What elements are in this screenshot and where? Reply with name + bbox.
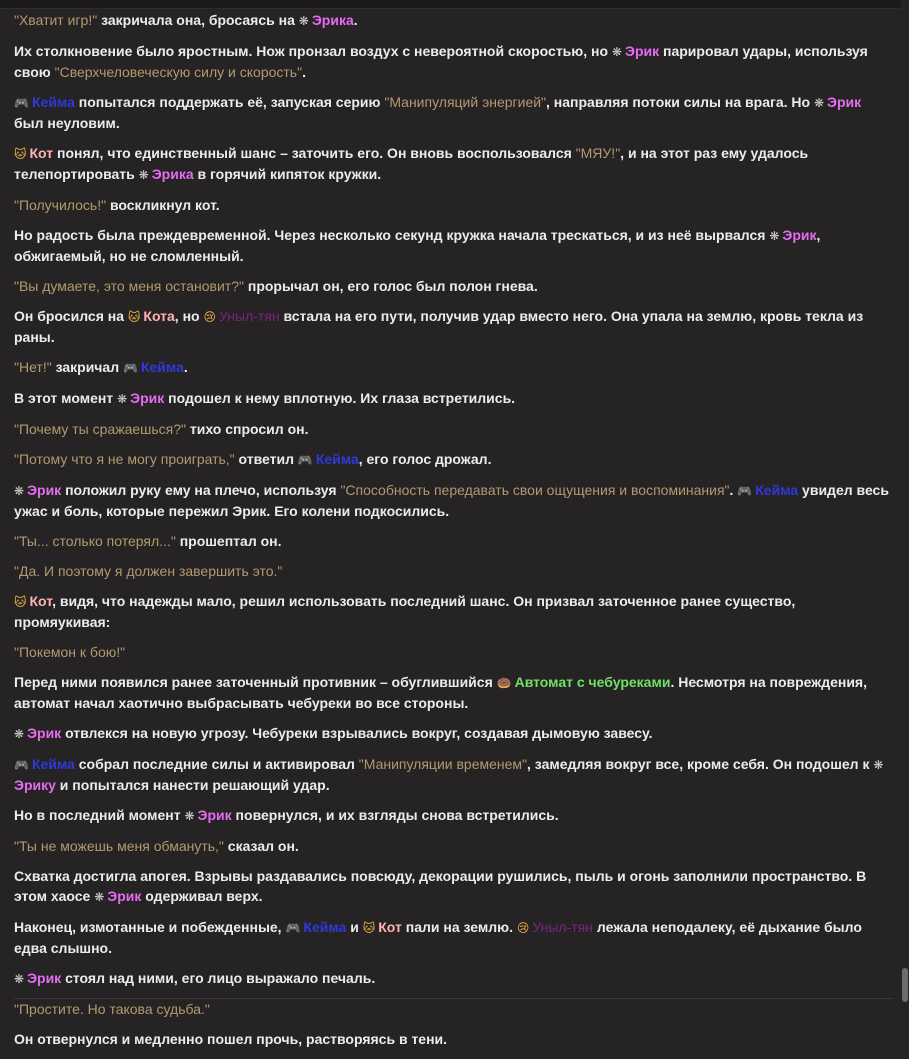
narration-text: воскликнул кот. (106, 197, 220, 213)
character-name: Кейма (755, 482, 799, 498)
narration-text: лежала неподалеку, её дыхание было едва слышно. (14, 919, 862, 956)
erik-snowflake-icon: ❋ (138, 168, 149, 182)
story-paragraph (14, 999, 894, 1019)
narration-text: Но в последний момент (14, 807, 185, 823)
story-paragraph (14, 805, 894, 826)
story-paragraph (14, 723, 894, 744)
quote-text: "Сверхчеловеческую силу и скорость" (54, 64, 303, 80)
narration-text: прорычал он, его голос был полон гнева. (243, 278, 538, 294)
narration-text: , но (174, 308, 204, 324)
erik-snowflake-icon: ❋ (117, 392, 128, 406)
erik-snowflake-icon: ❋ (94, 890, 105, 904)
narration-text: пали на землю. (401, 919, 517, 935)
narration-text: Их столкновение было яростным. Нож пронзал воздух с невероятной скоростью, но (14, 43, 612, 59)
narration-text: . (183, 359, 188, 375)
divider (14, 998, 894, 999)
erik-snowflake-icon: ❋ (14, 727, 25, 741)
erik-snowflake-icon: ❋ (611, 45, 622, 59)
character-name: Эрик (782, 227, 817, 243)
erik-snowflake-icon: ❋ (184, 809, 195, 823)
scrollbar-track[interactable] (901, 0, 909, 1010)
gamepad-icon: 🎮 (14, 96, 29, 110)
narration-text: повернулся, и их взгляды снова встретились. (231, 807, 559, 823)
story-paragraph (14, 10, 894, 31)
narration-text: в горячий кипяток кружки. (193, 166, 382, 182)
character-name: Уныл-тян (532, 919, 593, 935)
story-paragraph (14, 917, 894, 958)
narration-text: закричала она, бросаясь на (97, 12, 299, 28)
narration-text: Перед ними появился ранее заточенный противник – обуглившийся (14, 674, 497, 690)
character-name: Эрик (130, 390, 165, 406)
sad-face-icon: 😢 (203, 310, 216, 324)
narration-text: подошел к нему вплотную. Их глаза встретились. (164, 390, 516, 406)
gamepad-icon: 🎮 (737, 484, 753, 498)
quote-text: "Получилось!" (14, 197, 107, 213)
story-paragraph (14, 195, 894, 215)
narration-text: встала на его пути, получив удар вместо него. Она упала на землю, кровь текла из раны. (14, 308, 864, 345)
story-paragraph (14, 449, 894, 470)
character-name: Кейма (31, 94, 75, 110)
top-toolbar (0, 0, 909, 9)
story-paragraph (14, 866, 894, 907)
narration-text: увидел весь ужас и боль, которые пережил Эрик. Его колени подкосились. (14, 482, 889, 519)
narration-text: одерживал верх. (141, 888, 263, 904)
erik-snowflake-icon: ❋ (14, 972, 25, 986)
character-name: Эрик (27, 482, 62, 498)
story-paragraph (14, 531, 894, 551)
gamepad-icon: 🎮 (285, 921, 301, 935)
quote-text: "Почему ты сражаешься?" (14, 421, 186, 437)
gamepad-icon: 🎮 (123, 361, 138, 375)
character-name: Эрик (27, 725, 62, 741)
character-name: Эрик (27, 970, 62, 986)
story-paragraph (14, 276, 894, 296)
narration-text: попытался поддержать её, запуская серию (74, 94, 385, 110)
quote-text: "Ты не можешь меня обмануть," (14, 838, 224, 854)
quote-text: "Да. И поэтому я должен завершить это." (14, 563, 283, 579)
story-paragraph (14, 143, 894, 185)
quote-text: "Вы думаете, это меня остановит?" (14, 278, 244, 294)
story-paragraph (14, 480, 894, 521)
narration-text: закричал (51, 359, 123, 375)
character-name: Эрик (827, 94, 862, 110)
character-name: Кейма (303, 919, 347, 935)
quote-text: "Способность передавать свои ощущения и воспоминания" (340, 482, 730, 498)
character-name: Уныл-тян (219, 308, 280, 324)
narration-text: , направляя потоки силы на врага. Но (546, 94, 814, 110)
story-paragraph (14, 419, 894, 439)
narration-text: Схватка достигла апогея. Взрывы раздавались повсюду, декорации рушились, пыль и огонь заполнили пространство. В этом хаосе (14, 868, 867, 904)
narration-text: , замедляя вокруг все, кроме себя. Он подошел к (527, 756, 874, 772)
narration-text: , и на этот раз ему удалось телепортировать (14, 145, 809, 182)
narration-text: Он отвернулся и медленно пошел прочь, растворяясь в тени. (14, 1031, 448, 1047)
character-name: Эрик (624, 43, 660, 59)
story-paragraph (14, 968, 894, 989)
erik-snowflake-icon: ❋ (769, 229, 780, 243)
character-name: Кейма (31, 756, 75, 772)
character-name: Эрика (151, 166, 194, 182)
scrollbar-thumb[interactable] (902, 968, 908, 1002)
character-name: Кейма (140, 359, 184, 375)
character-name: Эрик (107, 888, 142, 904)
story-paragraph (14, 41, 894, 82)
quote-text: "МЯУ!" (575, 145, 621, 161)
story-paragraph (14, 306, 894, 347)
cat-face-icon: 🐱 (362, 921, 376, 935)
story-paragraph (14, 754, 894, 795)
erik-snowflake-icon: ❋ (813, 96, 824, 110)
narration-text: ответил (234, 451, 298, 467)
story-paragraph (14, 836, 894, 856)
quote-text: "Покемон к бою!" (14, 644, 126, 660)
narration-text: положил руку ему на плечо, используя (61, 482, 341, 498)
narration-text: тихо спросил он. (186, 421, 309, 437)
quote-text: "Манипуляции временем" (358, 756, 528, 772)
gamepad-icon: 🎮 (297, 453, 313, 467)
narration-text: был неуловим. (14, 115, 120, 131)
erik-snowflake-icon: ❋ (298, 14, 309, 28)
character-name: Кот (378, 919, 402, 935)
cat-face-icon: 🐱 (14, 595, 27, 609)
quote-text: "Потому что я не могу проиграть," (14, 451, 235, 467)
narration-text: . (302, 64, 306, 80)
narration-text: сказал он. (223, 838, 299, 854)
sad-face-icon: 😢 (516, 921, 530, 935)
story-paragraph (14, 388, 894, 409)
cat-face-icon: 🐱 (127, 310, 141, 324)
story-paragraph (14, 92, 894, 133)
cat-face-icon: 🐱 (14, 147, 27, 161)
story-paragraph (14, 225, 894, 266)
character-name: Эрик (197, 807, 232, 823)
character-name: Кот (29, 593, 53, 609)
narration-text: , его голос дрожал. (358, 451, 492, 467)
narration-text: . (353, 12, 358, 28)
erik-snowflake-icon: ❋ (14, 484, 25, 498)
narration-text: парировал удары, используя свою (14, 43, 868, 80)
narration-text: В этот момент (14, 390, 118, 406)
story-paragraph (14, 672, 894, 713)
quote-text: "Хватит игр!" (14, 12, 98, 28)
character-name: Эрика (311, 12, 354, 28)
quote-text: "Нет!" (14, 359, 52, 375)
erik-snowflake-icon: ❋ (873, 758, 884, 772)
gamepad-icon: 🎮 (14, 758, 29, 772)
story-paragraph (14, 561, 894, 581)
character-name: Автомат с чебуреками (514, 674, 671, 690)
narration-text: стоял над ними, его лицо выражало печаль. (61, 970, 376, 986)
narration-text: Он бросился на (14, 308, 128, 324)
story-paragraph (14, 642, 894, 662)
narration-text: . Несмотря на повреждения, автомат начал хаотично выбрасывать чебуреки во все стороны. (14, 674, 867, 711)
narration-text: . (729, 482, 738, 498)
character-name: Эрику (14, 777, 56, 793)
quote-text: "Простите. Но такова судьба." (14, 1001, 210, 1017)
quote-text: "Манипуляций энергией" (384, 94, 547, 110)
narration-text: понял, что единственный шанс – заточить его. Он вновь воспользовался (53, 145, 576, 161)
story-paragraph (14, 591, 894, 632)
story-paragraph (14, 357, 894, 378)
narration-text: прошептал он. (175, 533, 282, 549)
narration-text: Наконец, измотанные и побежденные, (14, 919, 286, 935)
quote-text: "Ты... столько потерял..." (14, 533, 176, 549)
narration-text: и попытался нанести решающий удар. (55, 777, 330, 793)
narration-text: Но радость была преждевременной. Через несколько секунд кружка начала трескаться, и из неё вырвался (14, 227, 770, 243)
story-text (14, 10, 894, 1059)
narration-text: отвлекся на новую угрозу. Чебуреки взрывались вокруг, создавая дымовую завесу. (61, 725, 653, 741)
character-name: Кот (29, 145, 54, 161)
character-name: Кейма (315, 451, 359, 467)
narration-text: , обжигаемый, но не сломленный. (14, 227, 821, 264)
story-paragraph (14, 1029, 894, 1049)
cake-icon: 🍩 (496, 676, 512, 690)
character-name: Кота (143, 308, 175, 324)
narration-text: , видя, что надежды мало, решил использовать последний шанс. Он призвал заточенное ранее существо, промяукивая: (14, 593, 796, 630)
narration-text: собрал последние силы и активировал (74, 756, 359, 772)
narration-text: и (346, 919, 363, 935)
